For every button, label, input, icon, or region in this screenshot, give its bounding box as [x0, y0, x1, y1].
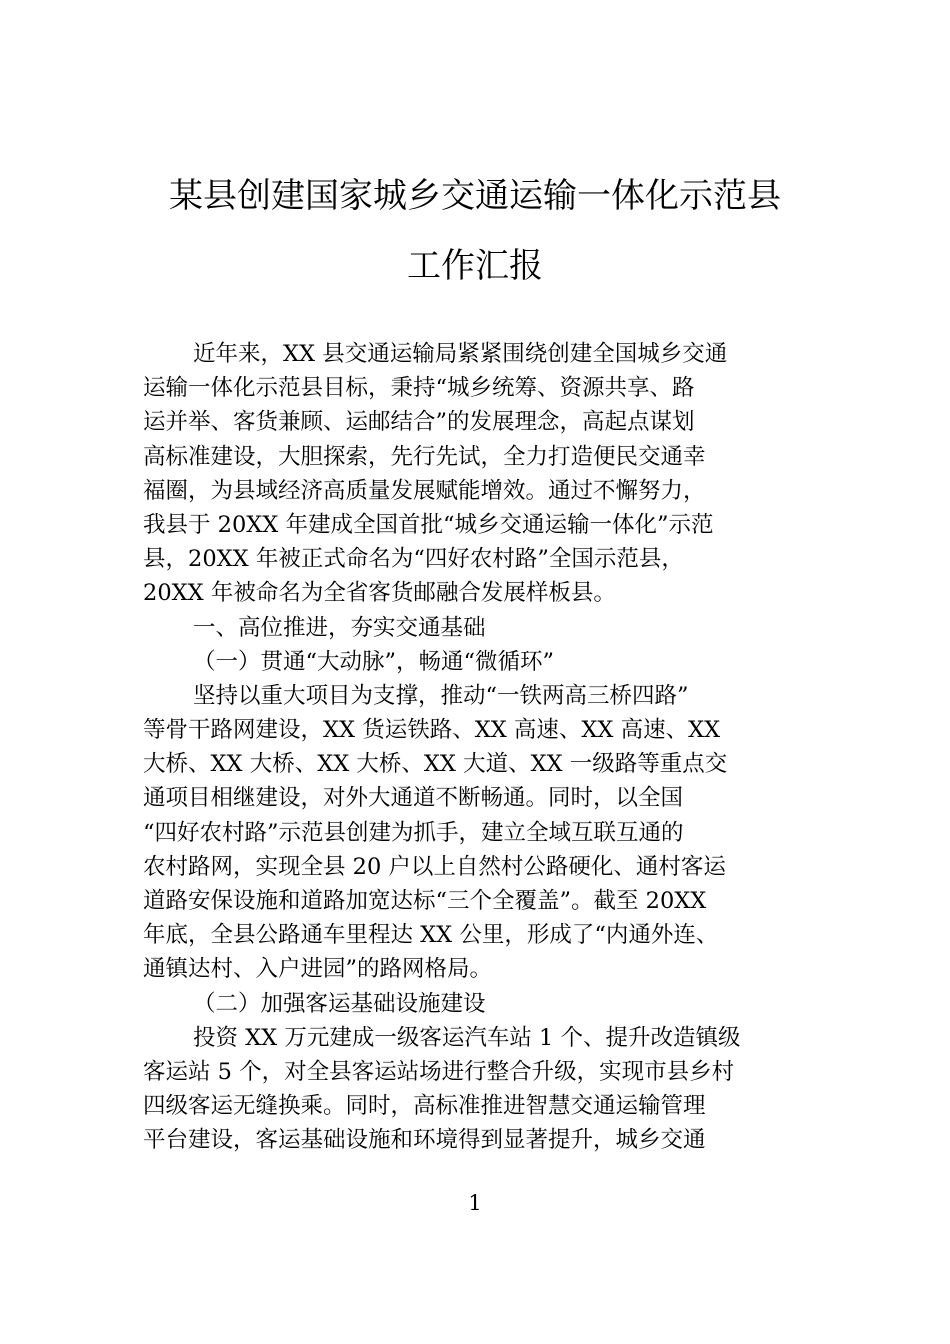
paragraph-line: 道路安保设施和道路加宽达标“三个全覆盖”。截至 20XX — [143, 888, 707, 914]
paragraph-line: 平台建设，客运基础设施和环境得到显著提升，城乡交通 — [143, 1127, 706, 1154]
paragraph-line: 客运站 5 个，对全县客运站场进行整合升级，实现市县乡村 — [143, 1058, 735, 1085]
subsection-heading: （二）加强客运基础设施建设 — [193, 990, 486, 1017]
paragraph-line: 大桥、XX 大桥、XX 大桥、XX 大道、XX 一级路等重点交 — [143, 751, 728, 778]
document-title-continued: 工作汇报 — [407, 246, 543, 286]
paragraph-line: 四级客运无缝换乘。同时，高标准推进智慧交通运输管理 — [143, 1093, 706, 1120]
paragraph-line: 通镇达村、入户进园”的路网格局。 — [143, 956, 493, 983]
page-number: 1 — [468, 1191, 482, 1215]
paragraph-line: 近年来，XX 县交通运输局紧紧围绕创建全国城乡交通 — [193, 341, 728, 367]
paragraph-line: 高标准建设，大胆探索，先行先试，全力打造便民交通幸 — [143, 443, 706, 470]
paragraph-line: 农村路网，实现全县 20 户以上自然村公路硬化、通村客运 — [143, 853, 726, 880]
paragraph-line: 运并举、客货兼顾、运邮结合”的发展理念，高起点谋划 — [143, 409, 695, 436]
paragraph-line: 20XX 年被命名为全省客货邮融合发展样板县。 — [143, 580, 616, 607]
paragraph-line: 坚持以重大项目为支撑，推动“一铁两高三桥四路” — [193, 682, 689, 709]
paragraph-line: “四好农村路”示范县创建为抓手，建立全域互联互通的 — [143, 819, 684, 846]
section-heading: 一、高位推进，夯实交通基础 — [193, 614, 486, 641]
paragraph-line: 县，20XX 年被正式命名为“四好农村路”全国示范县， — [143, 546, 684, 573]
paragraph-line: 年底，全县公路通车里程达 XX 公里，形成了“内通外连、 — [143, 922, 719, 949]
paragraph-line: 等骨干路网建设，XX 货运铁路、XX 高速、XX 高速、XX — [143, 717, 721, 744]
paragraph-line: 运输一体化示范县目标，秉持“城乡统筹、资源共享、路 — [143, 375, 695, 402]
subsection-heading: （一）贯通“大动脉”，畅通“微循环” — [193, 648, 555, 675]
paragraph-line: 通项目相继建设，对外大通道不断畅通。同时，以全国 — [143, 785, 684, 812]
paragraph-line: 福圈，为县域经济高质量发展赋能增效。通过不懈努力， — [143, 477, 706, 504]
document-body — [143, 337, 808, 1158]
paragraph-line: 投资 XX 万元建成一级客运汽车站 1 个、提升改造镇级 — [193, 1024, 741, 1051]
paragraph-line: 我县于 20XX 年建成全国首批“城乡交通运输一体化”示范 — [143, 511, 714, 538]
document-title: 某县创建国家城乡交通运输一体化示范县 — [169, 176, 781, 216]
